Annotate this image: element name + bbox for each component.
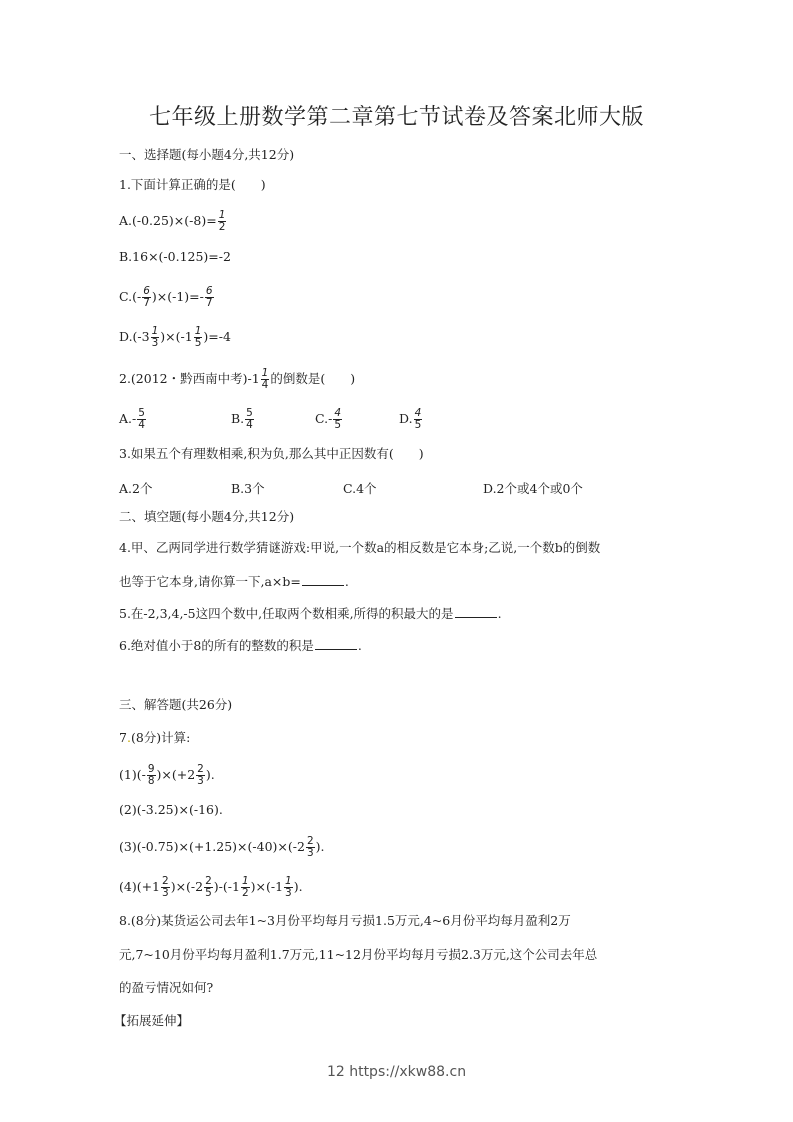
denominator: 3 (151, 337, 159, 349)
numerator: 2 (205, 875, 212, 887)
option-text: )×(-1 (160, 329, 193, 344)
question-2-stem (119, 368, 355, 391)
expr-text: )-(-1 (213, 879, 240, 894)
question-8-line-2: 元,7~10月份平均每月盈利1.7万元,11~12月份平均每月亏损2.3万元,这个公司去年总 (119, 947, 598, 962)
stem-text: . (497, 606, 502, 621)
question-3-option-b: B.3个 (231, 481, 265, 496)
fraction (414, 408, 423, 431)
question-4-line-2 (119, 573, 349, 590)
answer-blank[interactable] (302, 573, 344, 586)
denominator: 5 (205, 887, 212, 899)
numerator: 2 (162, 875, 169, 887)
question-4-line-1: 4.甲、乙两同学进行数学猜谜游戏:甲说,一个数a的相反数是它本身;乙说,一个数b的倒数 (119, 540, 601, 555)
denominator: 3 (162, 887, 169, 899)
question-7-part-2: (2)(-3.25)×(-16). (119, 802, 223, 817)
fraction (245, 408, 254, 431)
numerator: 1 (241, 875, 249, 887)
stem-text: 也等于它本身,请你算一下,a×b= (119, 574, 301, 589)
fraction (333, 408, 342, 431)
denominator: 3 (197, 775, 204, 787)
question-1-option-a (119, 210, 227, 233)
option-text: A.(-0.25)×(-8)= (119, 213, 217, 228)
denominator: 5 (414, 419, 422, 431)
fraction (218, 210, 227, 233)
fraction (142, 286, 151, 309)
option-label: B. (231, 411, 245, 426)
expr-text: ). (205, 767, 215, 782)
stem-text: . (344, 574, 349, 589)
denominator: 3 (306, 847, 314, 859)
stem-text: 6.绝对值小于8的所有的整数的积是 (119, 638, 314, 653)
stem-text: 2.(2012・黔西南中考)-1 (119, 371, 260, 386)
fraction (261, 368, 270, 391)
fraction (147, 764, 156, 787)
expr-text: (1)(- (119, 767, 146, 782)
extension-heading: 【拓展延伸】 (114, 1013, 190, 1028)
fraction (151, 326, 160, 349)
question-dot: . (126, 730, 131, 745)
section-heading-choice: 一、选择题(每小题4分,共12分) (119, 147, 295, 162)
option-text: )=-4 (203, 329, 231, 344)
stem-text: 5.在-2,3,4,-5这四个数中,任取两个数相乘,所得的积最大的是 (119, 606, 454, 621)
question-7-stem (119, 730, 190, 746)
numerator: 9 (147, 763, 155, 775)
page-footer: 12 https://xkw88.cn (326, 1064, 467, 1080)
denominator: 3 (285, 887, 292, 899)
option-text: C.(- (119, 289, 142, 304)
page-title: 七年级上册数学第二章第七节试卷及答案北师大版 (148, 105, 644, 130)
denominator: 7 (205, 297, 213, 309)
question-1-option-b: B.16×(-0.125)=-2 (119, 249, 231, 264)
question-6 (119, 637, 362, 654)
denominator: 8 (147, 775, 155, 787)
question-3-option-d: D.2个或4个或0个 (483, 481, 583, 496)
expr-text: )×(-1 (250, 879, 284, 894)
numerator: 6 (205, 285, 213, 297)
expr-text: ). (315, 839, 325, 854)
numerator: 1 (261, 367, 269, 379)
numerator: 4 (334, 407, 342, 419)
question-3-stem: 3.如果五个有理数相乘,积为负,那么其中正因数有( ) (119, 446, 424, 461)
option-text: D.(-3 (119, 329, 150, 344)
denominator: 4 (246, 419, 253, 431)
denominator: 4 (261, 379, 269, 391)
section-heading-solve: 三、解答题(共26分) (119, 697, 233, 712)
question-7-part-1 (119, 764, 215, 787)
option-label: D. (399, 411, 413, 426)
denominator: 2 (218, 221, 226, 233)
fraction (161, 876, 170, 899)
numerator: 1 (285, 875, 292, 887)
fraction (205, 286, 214, 309)
denominator: 5 (194, 337, 202, 349)
question-8-line-1: 8.(8分)某货运公司去年1~3月份平均每月亏损1.5万元,4~6月份平均每月盈利2万 (119, 913, 571, 928)
fraction (194, 326, 203, 349)
section-heading-fill: 二、填空题(每小题4分,共12分) (119, 509, 295, 524)
fraction (137, 408, 146, 431)
denominator: 2 (241, 887, 249, 899)
denominator: 5 (334, 419, 342, 431)
fraction (306, 836, 315, 859)
fraction (241, 876, 250, 899)
denominator: 4 (138, 419, 145, 431)
question-3-option-c: C.4个 (343, 481, 377, 496)
question-1-option-c (119, 286, 215, 309)
option-text: )×(-1)=- (151, 289, 204, 304)
expr-text: (3)(-0.75)×(+1.25)×(-40)×(-2 (119, 839, 305, 854)
fraction (196, 764, 205, 787)
numerator: 5 (246, 407, 253, 419)
question-2-option-c (315, 408, 343, 431)
option-label: C.- (315, 411, 333, 426)
answer-blank[interactable] (455, 605, 497, 618)
expr-text: (4)(+1 (119, 879, 161, 894)
question-7-part-4 (119, 876, 303, 899)
question-1-option-d (119, 326, 231, 349)
option-label: A.- (119, 411, 137, 426)
fraction (204, 876, 213, 899)
expr-text: )×(+2 (156, 767, 196, 782)
numerator: 1 (151, 325, 159, 337)
denominator: 7 (143, 297, 150, 309)
numerator: 1 (194, 325, 202, 337)
question-2-option-b (231, 408, 255, 431)
numerator: 4 (414, 407, 422, 419)
stem-text: 的倒数是( ) (270, 371, 356, 386)
fraction (284, 876, 293, 899)
stem-text: (8分)计算: (130, 730, 191, 745)
answer-blank[interactable] (315, 637, 357, 650)
numerator: 5 (138, 407, 145, 419)
numerator: 1 (218, 209, 226, 221)
question-2-option-d (399, 408, 423, 431)
numerator: 2 (197, 763, 204, 775)
numerator: 2 (306, 835, 314, 847)
expr-text: ). (293, 879, 303, 894)
question-2-option-a (119, 408, 147, 431)
question-3-option-a: A.2个 (119, 481, 153, 496)
question-number: 7 (119, 730, 127, 745)
expr-text: )×(-2 (170, 879, 204, 894)
numerator: 6 (143, 285, 150, 297)
stem-text: . (357, 638, 362, 653)
question-1-stem: 1.下面计算正确的是( ) (119, 177, 266, 192)
question-5 (119, 605, 502, 622)
question-8-line-3: 的盈亏情况如何? (119, 980, 214, 995)
question-7-part-3 (119, 836, 324, 859)
